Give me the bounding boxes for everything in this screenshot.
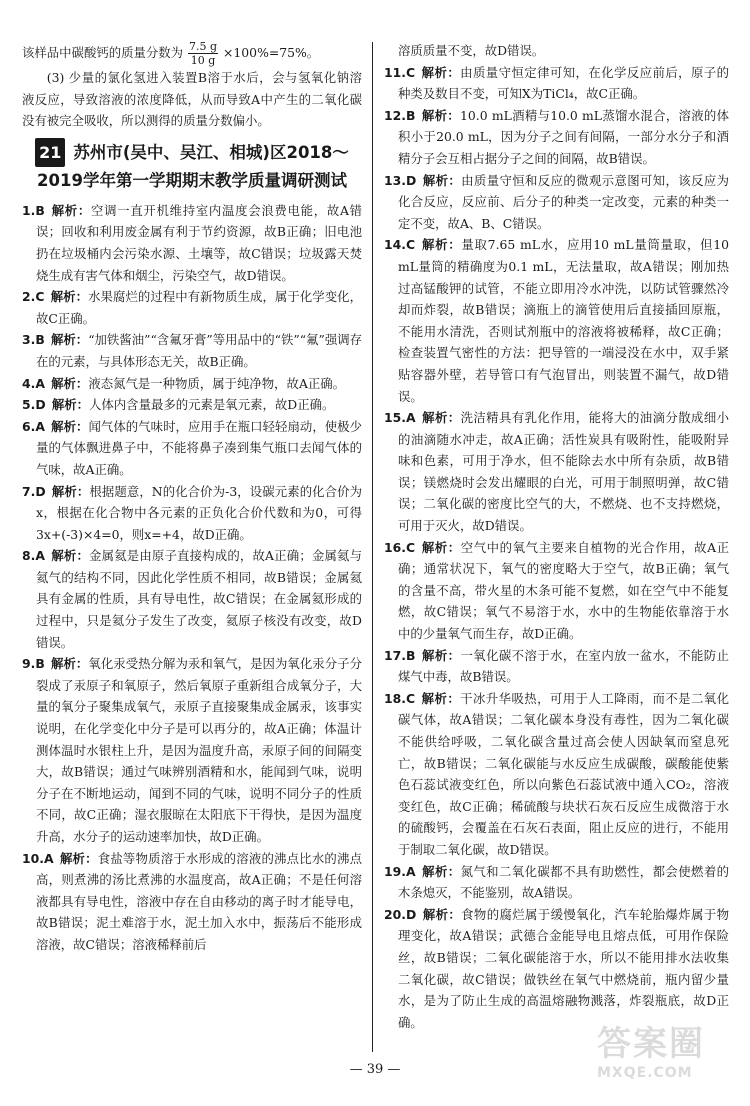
item-number: 19. (384, 863, 406, 879)
answer-item (384, 904, 729, 1034)
item-explanation: 氧化汞受热分解为汞和氧气，是因为氧化汞分子分裂成了汞原子和氧原子，然后氧原子重新组合成氧分子，大量的氧分子聚集成氧气，汞原子直接聚集成金属汞，该事实说明，在化学变化中分子是可以再分的，故A正确；体温计测体温时水银柱上升，是因为温度升高，汞原子间的间隔变大，故B错误；通过气味辨别酒精和水，能闻到气味，说明分子在不断地运动，闻到不同的气味，说明不同分子的性质不同，故C正确；湿衣服晾在太阳底下干得快，是因为温度升高，水分子的运动速率加快，故D正确。 (36, 656, 363, 844)
item-answer: B (35, 656, 45, 672)
item-explanation: 10.0 mL酒精与10.0 mL蒸馏水混合，溶液的体积小于20.0 mL，因为分子之间有间隔，一部分水分子和酒精分子会互相占据分子之间的间隔，故B错误。 (398, 107, 730, 166)
section-badge: 21 (35, 138, 65, 167)
answer-item (384, 62, 729, 105)
watermark-text: 答案圈 (597, 1024, 705, 1064)
item-explanation: 空调一直开机维持室内温度会浪费电能，故A错误；回收和利用废金属有利于节约资源，故B正确；旧电池扔在垃圾桶内会污染水源、土壤等，故C错误；垃圾露天焚烧生成有害气体和烟尘，污染空气，故D错误。 (36, 202, 362, 283)
item-answer: B (35, 332, 45, 348)
continuation-paragraph: (3) 少量的氯化氢进入装置B溶于水后，会与氢氧化钠溶液反应，导致溶液的浓度降低，从而导致A中产生的二氧化碳没有被完全吸收，所以测得的质量分数偏小。 (22, 70, 362, 129)
item-label: 解析： (422, 906, 462, 922)
item-answer: D (405, 906, 417, 922)
right-answer-list (384, 62, 729, 1034)
continuation-line (22, 40, 362, 67)
item-explanation: 液态氮气是一种物质，属于纯净物，故A正确。 (88, 375, 346, 391)
answer-item (22, 286, 362, 329)
item-number: 5. (22, 397, 36, 413)
left-column (22, 40, 362, 956)
item-number: 17. (384, 647, 406, 663)
item-answer: A (35, 548, 45, 564)
item-answer: A (405, 863, 416, 879)
item-answer: A (43, 850, 54, 866)
answer-item (22, 416, 362, 481)
item-label: 解析： (51, 418, 89, 434)
answer-item (384, 170, 729, 235)
item-answer: D (405, 172, 417, 188)
page-number: — 39 — (349, 1062, 401, 1077)
item-label: 解析： (51, 332, 89, 348)
item-number: 20. (384, 906, 406, 922)
item-number: 2. (22, 289, 36, 305)
item-number: 13. (384, 172, 406, 188)
item-label: 解析： (421, 647, 461, 663)
watermark-logo (597, 1016, 732, 1096)
item-label: 解析： (59, 850, 98, 866)
section-title: 苏州市(吴中、吴江、相城)区2018～2019学年第一学期期末教学质量调研测试 (37, 142, 349, 190)
fraction-denominator: 10 g (190, 54, 216, 67)
item-explanation: “加铁酱油”“含氟牙膏”等用品中的“铁”“氟”强调存在的元素，与具体形态无关，故B正确。 (36, 332, 363, 369)
item-explanation: 由质量守恒和反应的微观示意图可知，该反应为化合反应，反应前、后分子的种类一定改变，元素的种类一定不变，故A、B、C错误。 (398, 172, 730, 231)
answer-item (22, 653, 362, 847)
answer-item (384, 234, 729, 407)
item-label: 解析： (421, 863, 461, 879)
item-number: 15. (384, 410, 406, 426)
item-explanation: 量取7.65 mL水，应用10 mL量筒量取，但10 mL量筒的精确度为0.1 mL，无法量取，故A错误；刚加热过高锰酸钾的试管，不能立即用冷水冲洗，以防试管骤然冷却而炸裂，故B错误；滴瓶上的滴管使用后直接插回原瓶，不能用水清洗，否则试剂瓶中的溶液将被稀释，故C正确；检查装置气密性的方法：把导管的一端浸没在水中，双手紧贴容器外壁，若导管口有气泡冒出，则装置不漏气，故D错误。 (398, 237, 729, 404)
item-label: 解析： (51, 375, 89, 391)
watermark-url: MXQE.COM (597, 1065, 693, 1081)
fraction-numerator: 7.5 g (189, 40, 218, 53)
item-explanation: 一氧化碳不溶于水，在室内放一盆水，不能防止煤气中毒，故B错误。 (398, 647, 730, 685)
item-number: 3. (22, 332, 36, 348)
item-explanation: 氮气和二氧化碳都不具有助燃性，都会使燃着的木条熄灭，不能鉴别，故A错误。 (398, 863, 730, 901)
answer-item (22, 394, 362, 416)
item-explanation: 干冰升华吸热，可用于人工降雨，而不是二氧化碳气体，故A错误；二氧化碳本身没有毒性，因为二氧化碳不能供给呼吸，二氧化碳含量过高会使人因缺氧而窒息死亡，故B错误；二氧化碳能与水反应生成碳酸，碳酸能使紫色石蕊试液变红色，所以向紫色石蕊试液中通入CO₂，溶液变红色，故C正确；稀硫酸与块状石灰石反应生成微溶于水的硫酸钙，会覆盖在石灰石表面，阻止反应的进行，不能用于制取二氧化碳，故D错误。 (398, 690, 730, 857)
answer-item (22, 481, 362, 546)
item-answer: D (35, 397, 46, 413)
answer-item (384, 537, 729, 645)
right-column (384, 40, 729, 1033)
item-number: 12. (384, 107, 406, 123)
item-number: 9. (22, 656, 36, 672)
item-explanation: 由质量守恒定律可知，在化学反应前后，原子的种类及数目不变，可知X为TiCl₄，故C正确。 (398, 64, 730, 102)
item-number: 11. (384, 64, 406, 80)
item-answer: C (405, 690, 416, 706)
item-answer: C (405, 64, 416, 80)
item-explanation: 水果腐烂的过程中有新物质生成，属于化学变化，故C正确。 (36, 289, 363, 326)
item-explanation: 食盐等物质溶于水形成的溶液的沸点比水的沸点高，则煮沸的汤比煮沸的水温度高，故A正确；不是任何溶液都具有导电性，溶液中存在自由移动的离子时才能导电，故B错误；泥土难溶于水，泥土加入水中，振荡后不能形成溶液，故C错误；溶液稀释前后 (36, 850, 362, 952)
item-answer: B (405, 647, 416, 663)
item-explanation: 闻气体的气味时，应用手在瓶口轻轻扇动，使极少量的气体飘进鼻子中，不能将鼻子凑到集气瓶口去闻气体的气味，故A正确。 (36, 418, 363, 477)
item-number: 10. (22, 850, 44, 866)
item-label: 解析： (421, 690, 461, 706)
item-number: 14. (384, 237, 406, 253)
item-explanation: 食物的腐烂属于缓慢氧化，汽车轮胎爆炸属于物理变化，故A错误；武德合金能导电且熔点低，可用作保险丝，故B错误；二氧化碳能溶于水，所以不能用排水法收集二氧化碳，故C错误；做铁丝在氧气中燃烧前，瓶内留少量水，是为了防止生成的高温熔融物溅落，炸裂瓶底，故D正确。 (398, 906, 730, 1030)
item-label: 解析： (50, 289, 89, 305)
answer-item (384, 105, 729, 170)
item-number: 7. (22, 483, 36, 499)
item-number: 1. (22, 202, 36, 218)
section-heading (22, 138, 362, 194)
item-answer: A (405, 410, 416, 426)
item-explanation: 根据题意，N的化合价为-3，设碳元素的化合价为x，根据在化合物中各元素的正负化合价代数和为0，可得3x+(-3)×4=0，则x=+4，故D正确。 (36, 483, 363, 542)
item-answer: B (405, 107, 416, 123)
answer-item (384, 407, 729, 537)
item-label: 解析： (51, 202, 92, 218)
item-label: 解析： (421, 107, 461, 123)
answer-item (384, 861, 729, 904)
item-label: 解析： (421, 64, 461, 80)
item-number: 6. (22, 418, 36, 434)
item-answer: B (35, 202, 45, 218)
item-label: 解析： (421, 539, 461, 555)
answer-item (22, 200, 362, 286)
item-label: 解析： (51, 656, 89, 672)
answer-item (384, 645, 729, 688)
item-label: 解析： (421, 410, 461, 426)
continuation-line: 溶质质量不变，故D错误。 (398, 43, 545, 58)
item-number: 18. (384, 690, 406, 706)
item-answer: A (35, 375, 45, 391)
item-explanation: 空气中的氧气主要来自植物的光合作用，故A正确；通常状况下，氧气的密度略大于空气，故B正确；氧气的含量不高，带火星的木条可能不复燃，如在空气中不能复燃，故C错误；氧气不易溶于水，水中的生物能依靠溶于水中的少量氧气而生存，故D正确。 (398, 539, 730, 642)
left-answer-list (22, 200, 362, 956)
item-explanation: 洗洁精具有乳化作用，能将大的油滴分散成细小的油滴随水冲走，故A正确；活性炭具有吸附性，能吸附异味和色素，可用于净水，但不能除去水中所有杂质，故B错误；镁燃烧时会发出耀眼的白光，可用于制照明弹，故C错误；二氧化碳的密度比空气的大，不燃烧、也不支持燃烧，可用于灭火，故D错误。 (398, 410, 730, 534)
answer-item (22, 545, 362, 653)
item-explanation: 人体内含量最多的元素是氧元素，故D正确。 (89, 397, 335, 413)
item-label: 解析： (421, 237, 462, 253)
answer-item (22, 848, 362, 956)
fraction (188, 40, 218, 67)
column-divider (372, 42, 373, 1052)
item-number: 16. (384, 539, 406, 555)
item-explanation: 金属氦是由原子直接构成的，故A正确；金属氦与氦气的结构不同，因此化学性质不相同，故B错误；金属氦具有金属的性质，具有导电性，故C错误；在金属氦形成的过程中，只是氦分子发生了改变，氦原子核没有改变，故D错误。 (36, 548, 363, 650)
item-answer: D (35, 483, 46, 499)
item-label: 解析： (51, 548, 90, 564)
answer-item (22, 373, 362, 395)
answer-item (22, 329, 362, 372)
item-answer: A (35, 418, 45, 434)
cont-text: 该样品中碳酸钙的质量分数为 (22, 45, 184, 60)
item-label: 解析： (51, 483, 90, 499)
item-number: 8. (22, 548, 36, 564)
item-label: 解析： (51, 397, 90, 413)
cont-text-post: ×100%=75%。 (223, 45, 320, 60)
item-answer: C (405, 237, 416, 253)
item-label: 解析： (422, 172, 462, 188)
answer-item (384, 688, 729, 861)
item-answer: C (405, 539, 416, 555)
item-number: 4. (22, 375, 36, 391)
item-answer: C (35, 289, 45, 305)
